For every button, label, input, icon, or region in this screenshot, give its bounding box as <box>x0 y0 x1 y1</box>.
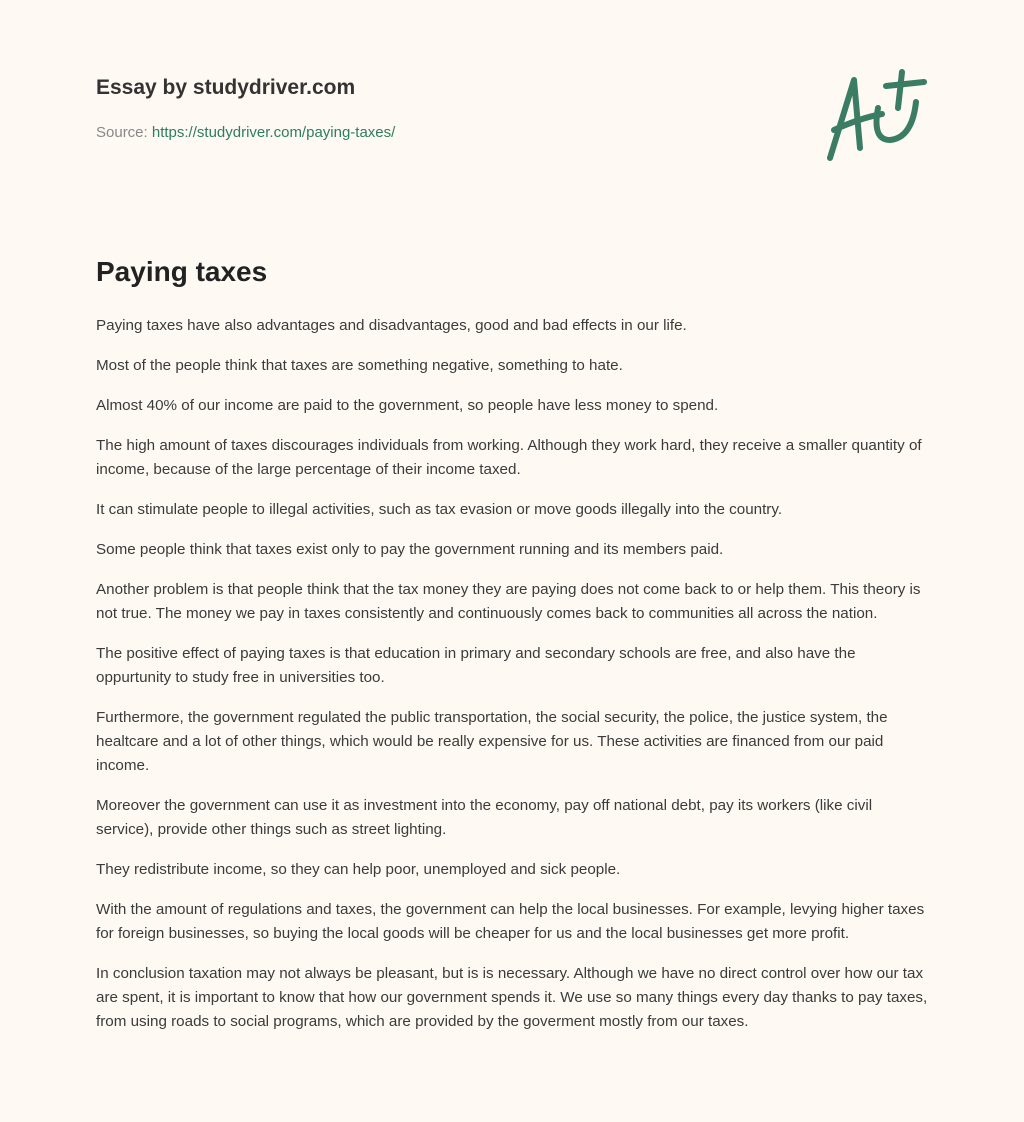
paragraph: It can stimulate people to illegal activities, such as tax evasion or move goods illegally into the country. <box>96 501 783 518</box>
paragraph: In conclusion taxation may not always be pleasant, but is is necessary. Although we have no direct control over how our tax are spent, it is important to know that how our government spends it. We use so many things every day thanks to pay taxes, from using roads to social programs, which are provided by the goverment mostly from our taxes. <box>96 965 928 1030</box>
paragraph: Furthermore, the government regulated the public transportation, the social security, the police, the justice system, the healtcare and a lot of other things, which would be really expensive for us. These activities are financed from our paid income. <box>96 709 888 774</box>
site-title: Essay by studydriver.com <box>96 76 356 99</box>
essay-body <box>96 314 932 1050</box>
paragraph: Almost 40% of our income are paid to the government, so people have less money to spend. <box>96 397 719 414</box>
source-link[interactable]: https://studydriver.com/paying-taxes/ <box>151 124 396 141</box>
paragraph: They redistribute income, so they can help poor, unemployed and sick people. <box>96 861 621 878</box>
essay-title: Paying taxes <box>96 256 268 287</box>
paragraph: Some people think that taxes exist only to pay the government running and its members paid. <box>96 541 724 558</box>
paragraph: Most of the people think that taxes are something negative, something to hate. <box>96 357 623 374</box>
paragraph: Moreover the government can use it as investment into the economy, pay off national debt, pay its workers (like civil service), provide other things such as street lighting. <box>96 797 873 838</box>
source-label: Source: <box>96 124 148 141</box>
paragraph: The positive effect of paying taxes is that education in primary and secondary schools are free, and also have the oppurtunity to study free in universities too. <box>96 645 856 686</box>
paragraph: Paying taxes have also advantages and disadvantages, good and bad effects in our life. <box>96 317 687 334</box>
a-plus-logo-icon <box>820 68 930 164</box>
source-line <box>96 124 395 141</box>
paragraph: The high amount of taxes discourages individuals from working. Although they work hard, they receive a smaller quantity of income, because of the large percentage of their income taxed. <box>96 437 922 478</box>
paragraph: Another problem is that people think that the tax money they are paying does not come back to or help them. This theory is not true. The money we pay in taxes consistently and continuously comes back to communities all across the nation. <box>96 581 921 622</box>
paragraph: With the amount of regulations and taxes, the government can help the local businesses. For example, levying higher taxes for foreign businesses, so buying the local goods will be cheaper for us and the local businesses get more profit. <box>96 901 925 942</box>
